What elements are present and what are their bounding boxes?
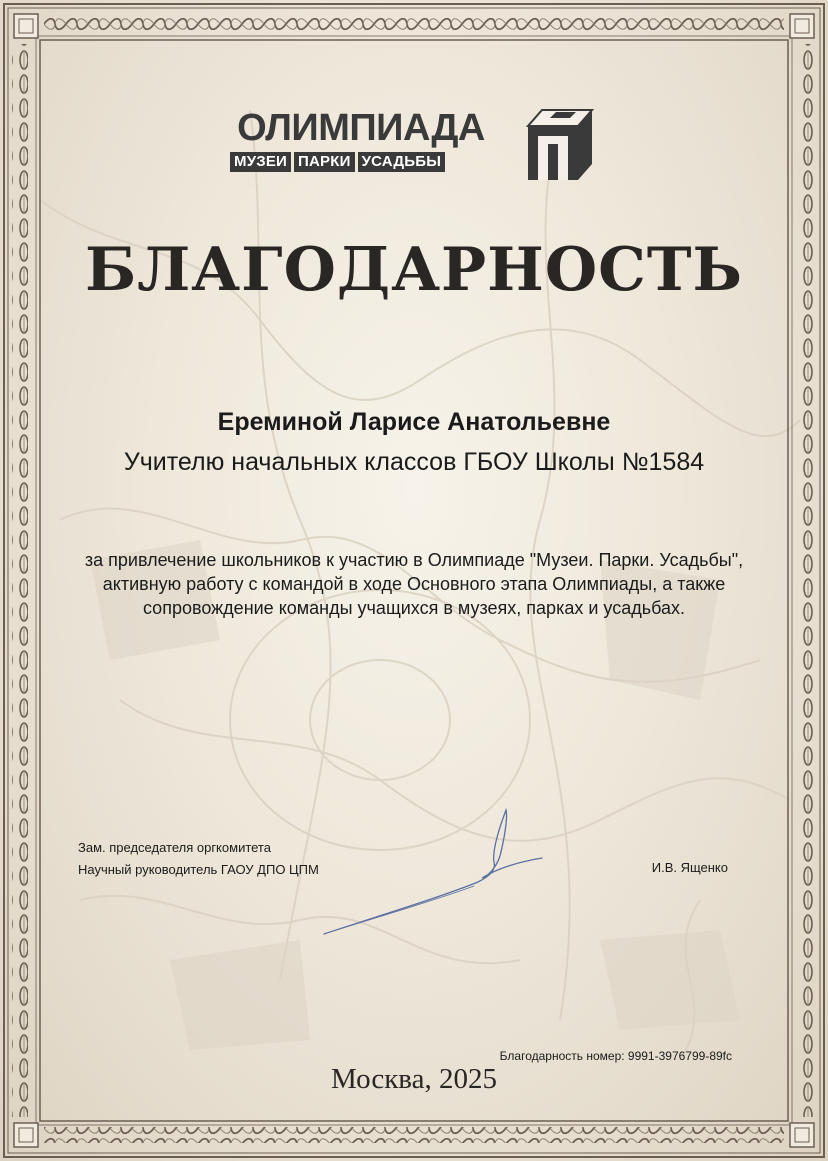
place-and-year: Москва, 2025	[331, 1063, 497, 1095]
signer-role-line-2: Научный руководитель ГАОУ ДПО ЦПМ	[78, 862, 319, 877]
logo-tag-estates: УСАДЬБЫ	[358, 152, 446, 172]
signer-role-line-1: Зам. председателя оргкомитета	[78, 840, 271, 855]
recipient-name: Ереминой Ларисе Анатольевне	[217, 408, 611, 436]
logo-tags	[230, 152, 445, 172]
certificate-number: Благодарность номер: 9991-3976799-89fc	[499, 1049, 732, 1063]
certificate-heading: БЛАГОДАРНОСТЬ	[84, 235, 744, 305]
logo-title: ОЛИМПИАДА	[237, 107, 485, 149]
signer-name: И.В. Ященко	[651, 860, 728, 875]
recipient-position: Учителю начальных классов ГБОУ Школы №1584	[123, 448, 705, 476]
gratitude-reason: за привлечение школьников к участию в Олимпиаде "Музеи. Парки. Усадьбы", активную работу с командой в ходе Основного этапа Олимпиады, а также сопровождение команды учащихся в музеях, парках и усадьбах.	[84, 550, 744, 618]
handwritten-signature	[318, 806, 548, 942]
olympiad-logo	[230, 104, 610, 186]
logo-tag-parks: ПАРКИ	[294, 152, 355, 172]
olympiad-cube-logo-icon	[520, 104, 600, 184]
logo-tag-museums: МУЗЕИ	[230, 152, 291, 172]
